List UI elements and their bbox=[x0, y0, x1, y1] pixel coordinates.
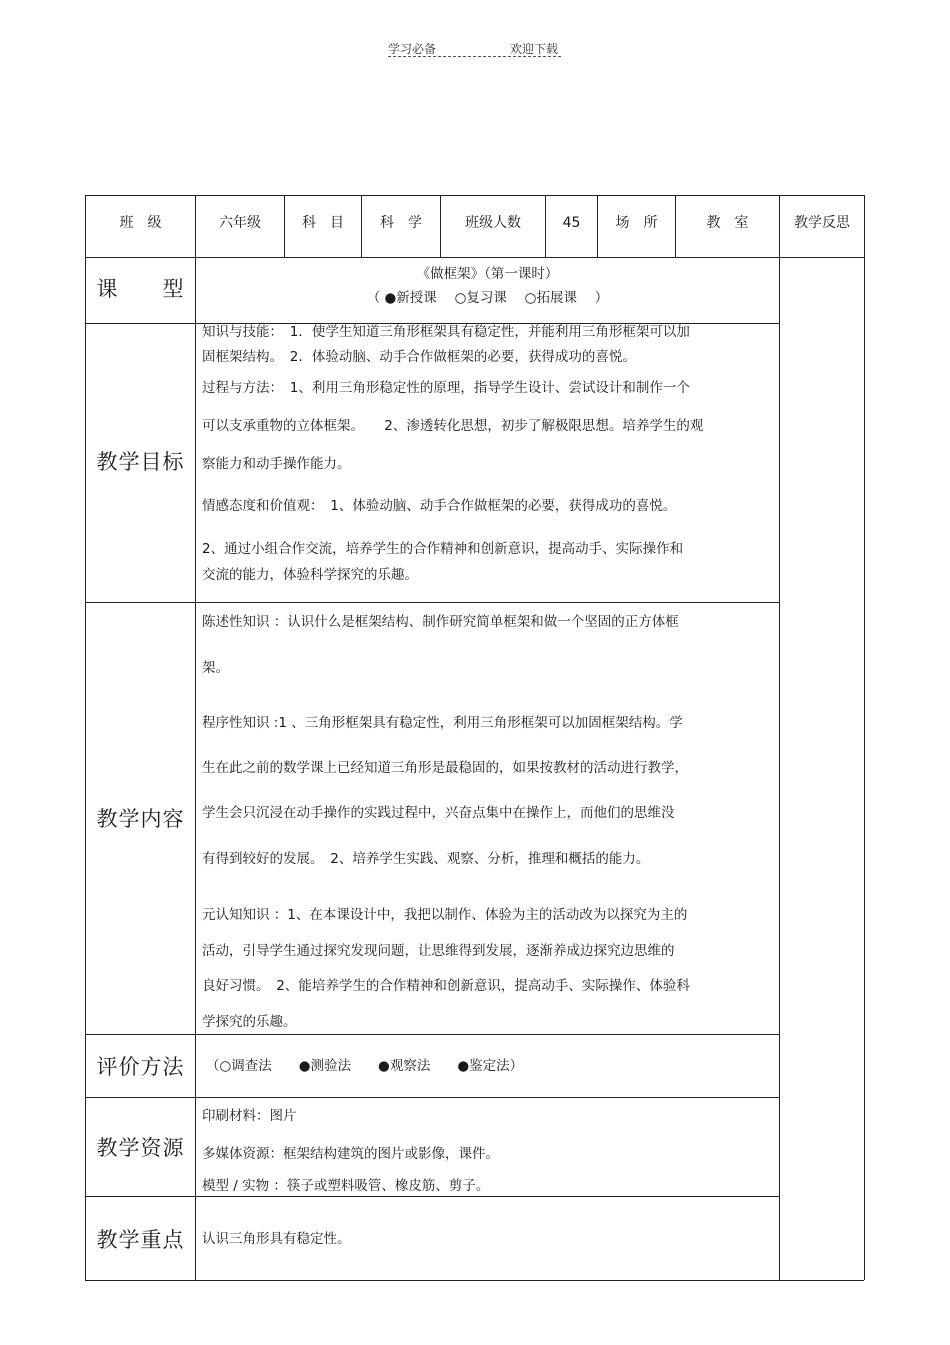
objectives-label: 教学目标 bbox=[96, 450, 185, 474]
content-line: 陈述性知识 ：认识什么是框架结构、制作研究简单框架和做一个坚固的正方体框 bbox=[202, 614, 679, 630]
class-count-value: 45 bbox=[562, 215, 581, 231]
objectives-line: 情感态度和价值观： 1、体验动脑、动手合作做框架的必要，获得成功的喜悦。 bbox=[202, 498, 677, 514]
table-row-divider bbox=[85, 602, 779, 603]
place-label: 场 所 bbox=[615, 215, 658, 231]
table-row-divider bbox=[85, 1034, 779, 1035]
content-line: 学探究的乐趣。 bbox=[202, 1014, 297, 1030]
evaluation-methods: （○调查法 ●测验法 ●观察法 ●鉴定法） bbox=[206, 1058, 524, 1074]
reflection-label: 教学反思 bbox=[794, 215, 850, 231]
subject-value: 科 学 bbox=[380, 215, 422, 231]
objectives-line: 知识与技能： 1．使学生知道三角形框架具有稳定性，并能利用三角形框架可以加 bbox=[202, 324, 690, 340]
place-value: 教 室 bbox=[706, 215, 749, 231]
objectives-line: 交流的能力，体验科学探究的乐趣。 bbox=[202, 567, 418, 583]
table-col-divider bbox=[779, 195, 780, 1280]
objectives-line: 2、通过小组合作交流，培养学生的合作精神和创新意识，提高动手、实际操作和 bbox=[202, 541, 684, 557]
content-label: 教学内容 bbox=[96, 807, 185, 831]
table-row-divider bbox=[85, 1097, 779, 1098]
table-row-divider bbox=[85, 257, 864, 258]
content-line: 生在此之前的数学课上已经知道三角形是最稳固的，如果按教材的活动进行教学， bbox=[202, 760, 688, 776]
objectives-line: 可以支承重物的立体框架。 2、渗透转化思想，初步了解极限思想。培养学生的观 bbox=[202, 418, 704, 434]
objectives-line: 察能力和动手操作能力。 bbox=[202, 456, 351, 472]
content-line: 活动，引导学生通过探究发现问题，让思维得到发展，逐渐养成边探究边思维的 bbox=[202, 943, 675, 959]
content-line: 有得到较好的发展。 2、培养学生实践、观察、分析，推理和概括的能力。 bbox=[202, 851, 650, 867]
table-border-bottom bbox=[85, 1280, 864, 1281]
class-value: 六年级 bbox=[219, 215, 261, 231]
resources-line: 多媒体资源：框架结构建筑的图片或影像，课件。 bbox=[202, 1146, 499, 1162]
objectives-line: 过程与方法： 1、利用三角形稳定性的原理，指导学生设计、尝试设计和制作一个 bbox=[202, 380, 690, 396]
table-row-divider bbox=[85, 1196, 779, 1197]
table-border-left bbox=[85, 195, 86, 1280]
resources-label: 教学资源 bbox=[96, 1136, 185, 1160]
header-right-text: 欢迎下载 bbox=[510, 42, 559, 56]
table-border-right bbox=[864, 195, 865, 1280]
subject-label: 科 目 bbox=[302, 215, 344, 231]
objectives-line: 固框架结构。 2．体验动脑、动手合作做框架的必要，获得成功的喜悦。 bbox=[202, 349, 636, 365]
resources-line: 模型 / 实物 ：筷子或塑料吸管、橡皮筋、剪子。 bbox=[202, 1178, 490, 1194]
content-line: 程序性知识 :1 、三角形框架具有稳定性，利用三角形框架可以加固框架结构。学 bbox=[202, 715, 683, 731]
header-left-text: 学习必备 bbox=[388, 42, 437, 56]
content-line: 元认知知识 ：1、在本课设计中，我把以制作、体验为主的活动改为以探究为主的 bbox=[202, 907, 688, 923]
content-line: 架。 bbox=[202, 660, 229, 676]
resources-line: 印刷材料：图片 bbox=[202, 1108, 297, 1124]
table-border-top bbox=[85, 195, 864, 196]
key-points-label: 教学重点 bbox=[96, 1228, 185, 1252]
class-label: 班 级 bbox=[119, 215, 162, 231]
key-points-text: 认识三角形具有稳定性。 bbox=[202, 1231, 351, 1247]
table-col-divider bbox=[195, 195, 196, 1280]
lesson-type-label: 课 型 bbox=[96, 277, 185, 301]
content-line: 学生会只沉浸在动手操作的实践过程中，兴奋点集中在操作上，而他们的思维没 bbox=[202, 805, 675, 821]
lesson-type-options: （ ●新授课 ○复习课 ○拓展课 ） bbox=[366, 290, 609, 306]
class-count-label: 班级人数 bbox=[465, 215, 521, 231]
evaluation-label: 评价方法 bbox=[96, 1055, 185, 1079]
content-line: 良好习惯。 2、能培养学生的合作精神和创新意识，提高动手、实际操作、体验科 bbox=[202, 978, 690, 994]
lesson-title: 《做框架》（第一课时） bbox=[416, 266, 559, 282]
